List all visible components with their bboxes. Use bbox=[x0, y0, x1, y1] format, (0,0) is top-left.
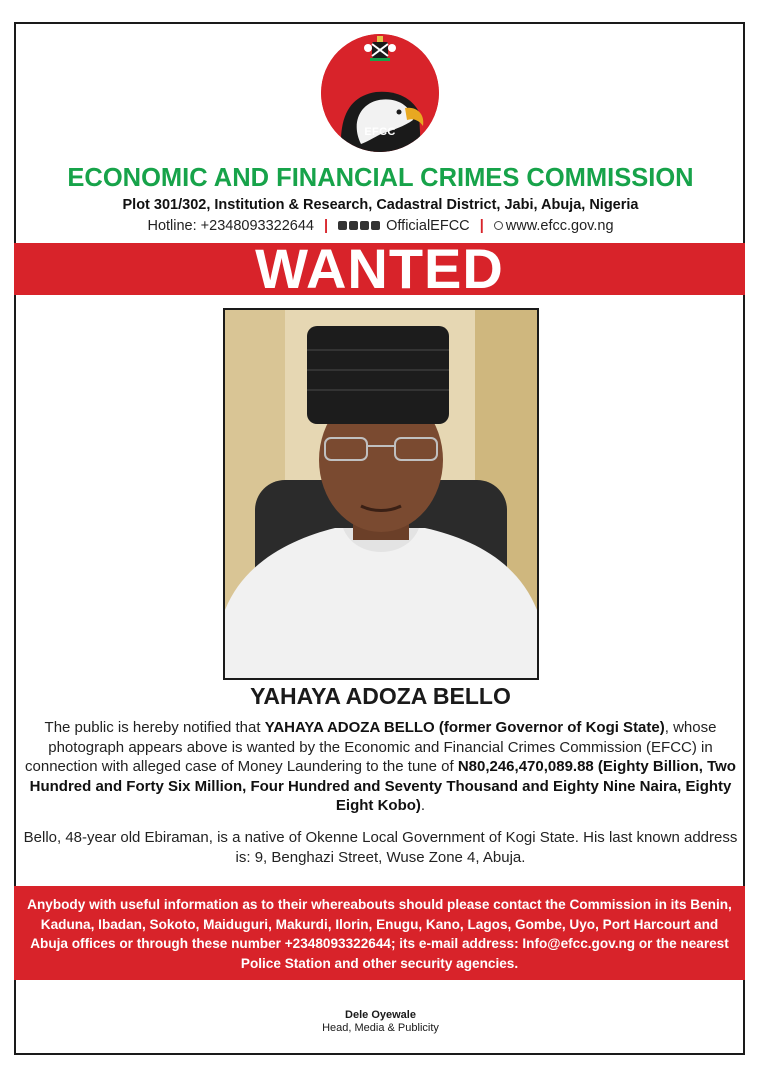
signer-name: Dele Oyewale bbox=[345, 1009, 416, 1021]
wanted-banner bbox=[14, 237, 745, 300]
social-handle: OfficialEFCC bbox=[386, 218, 470, 234]
youtube-icon bbox=[371, 221, 380, 230]
suspect-photo bbox=[223, 308, 539, 680]
notice-text: The public is hereby notified that bbox=[44, 719, 265, 736]
separator: | bbox=[324, 218, 329, 234]
logo-text: EFCC bbox=[364, 126, 396, 138]
x-icon bbox=[349, 221, 358, 230]
suspect-bio: Bello, 48-year old Ebiraman, is a native of Okenne Local Government of Kogi State. His last known address is: 9, Benghazi Street, Wuse Zone 4, Abuja. bbox=[23, 829, 738, 866]
separator: | bbox=[479, 218, 484, 234]
instagram-icon bbox=[360, 221, 369, 230]
notice-suspect-name: YAHAYA ADOZA BELLO (former Governor of Kogi State) bbox=[264, 719, 665, 736]
hotline: Hotline: +2348093322644 bbox=[147, 218, 314, 234]
signer-title: Head, Media & Publicity bbox=[322, 1022, 439, 1034]
portrait-illustration bbox=[225, 310, 537, 678]
globe-icon bbox=[494, 221, 503, 230]
suspect-name: YAHAYA ADOZA BELLO bbox=[250, 683, 511, 709]
public-notice bbox=[20, 718, 741, 816]
contact-box bbox=[14, 886, 745, 980]
organization-address: Plot 301/302, Institution & Research, Cadastral District, Jabi, Abuja, Nigeria bbox=[122, 197, 639, 213]
notice-text: . bbox=[420, 797, 426, 814]
wanted-title: WANTED bbox=[255, 237, 504, 300]
notice-amount: N80,246,470,089.88 (Eighty Billion, Two Hundred and Forty Six Million, Four Hundred and Seventy Thousand and Eighty Nine Naira, Eighty Eight Kobo) bbox=[29, 758, 736, 814]
website: www.efcc.gov.ng bbox=[505, 218, 614, 234]
contact-notice: Anybody with useful information as to their whereabouts should please contact the Commission in its Benin, Kaduna, Ibadan, Sokoto, Maiduguri, Makurdi, Ilorin, Enugu, Kano, Lagos, Gombe, Uyo, Port Harcourt and Abuja offices or through these number +2348093322644; its e-mail address: Info@efcc.gov.ng or the nearest Police Station and other security agencies. bbox=[27, 897, 732, 971]
contact-line bbox=[0, 216, 761, 236]
organization-name: ECONOMIC AND FINANCIAL CRIMES COMMISSION bbox=[67, 164, 694, 192]
notice-text: , whose photograph appears above is wanted by the Economic and Financial Crimes Commission (EFCC) in connection with alleged case of Money Laundering to the tune of bbox=[25, 719, 717, 775]
facebook-icon bbox=[338, 221, 347, 230]
efcc-logo bbox=[321, 34, 439, 152]
